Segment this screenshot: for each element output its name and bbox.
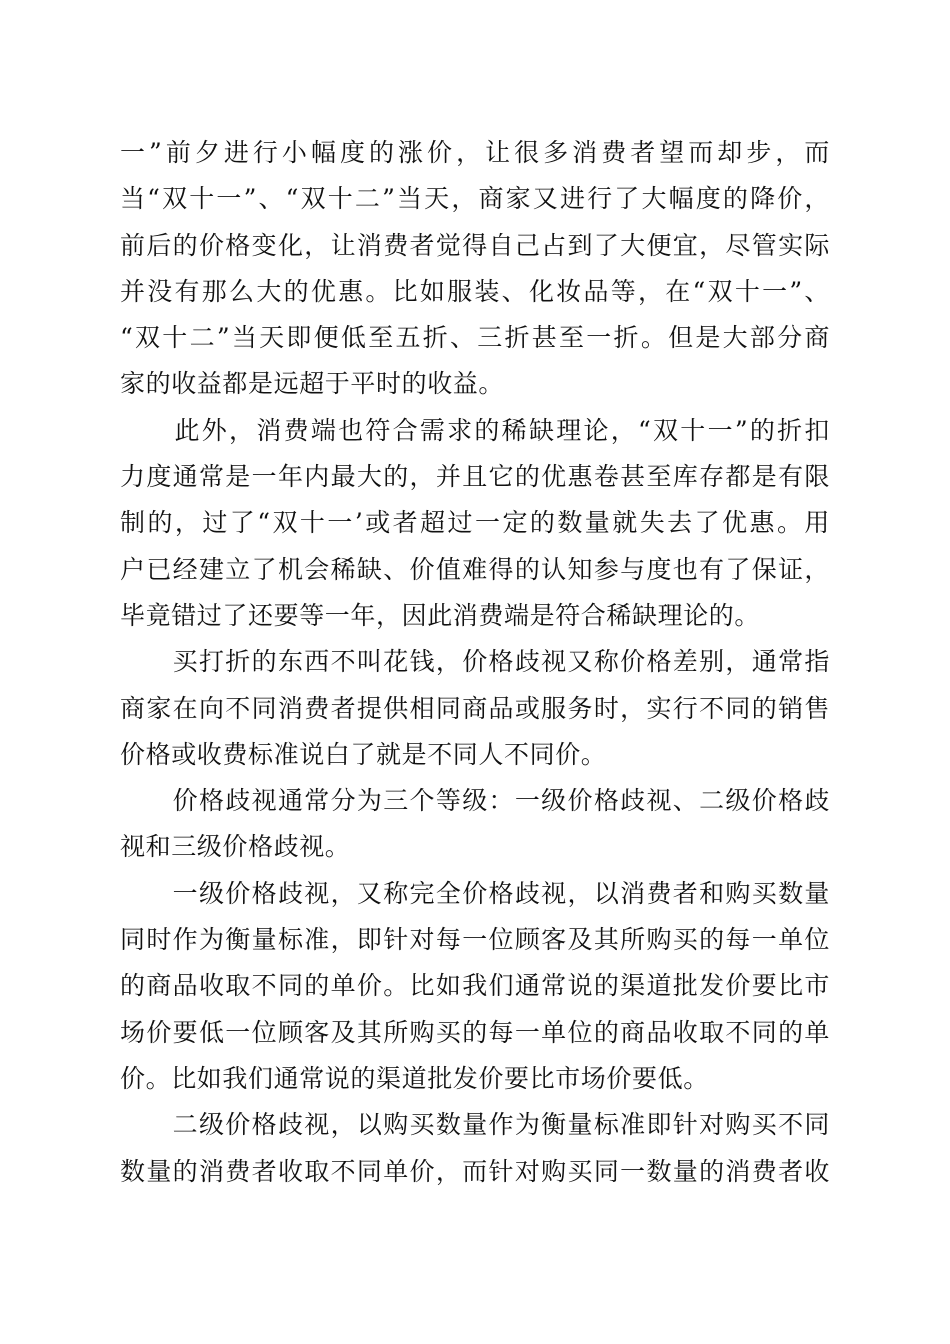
- text-line: 制的，过了“双十一’或者超过一定的数量就失去了优惠。用: [120, 508, 830, 538]
- text-line: 一级价格歧视，又称完全价格歧视，以消费者和购买数量: [120, 878, 830, 908]
- text-line: 买打折的东西不叫花钱，价格歧视又称价格差别，通常指: [120, 647, 830, 677]
- text-line: 数量的消费者收取不同单价，而针对购买同一数量的消费者收: [120, 1156, 830, 1186]
- text-line: 并没有那么大的优惠。比如服装、化妆品等，在“双十一”、: [120, 276, 830, 306]
- text-line: 前后的价格变化，让消费者觉得自己占到了大便宜，尽管实际: [120, 230, 830, 260]
- text-line: 户已经建立了机会稀缺、价值难得的认知参与度也有了保证，: [120, 554, 830, 584]
- text-line: 场价要低一位顾客及其所购买的每一单位的商品收取不同的单: [120, 1017, 830, 1047]
- text-line: 视和三级价格歧视。: [120, 832, 351, 862]
- text-line: 二级价格歧视，以购买数量作为衡量标准即针对购买不同: [120, 1110, 830, 1140]
- body-text: [120, 130, 830, 1195]
- paragraph-three-levels: [120, 778, 830, 871]
- text-line: 的商品收取不同的单价。比如我们通常说的渠道批发价要比市: [120, 971, 830, 1001]
- text-line: 价格歧视通常分为三个等级：一级价格歧视、二级价格歧: [120, 786, 830, 816]
- text-line: 力度通常是一年内最大的，并且它的优惠卷甚至库存都是有限: [120, 462, 830, 492]
- text-line: “双十二”当天即便低至五折、三折甚至一折。但是大部分商: [120, 323, 830, 353]
- text-line: 商家在向不同消费者提供相同商品或服务时，实行不同的销售: [120, 693, 830, 723]
- paragraph-scarcity-theory: [120, 408, 830, 639]
- paragraph-first-degree: [120, 871, 830, 1102]
- text-line: 同时作为衡量标准，即针对每一位顾客及其所购买的每一单位: [120, 925, 830, 955]
- paragraph-price-discrimination: [120, 639, 830, 778]
- text-line: 一”前夕进行小幅度的涨价，让很多消费者望而却步，而: [120, 138, 830, 167]
- text-line: 家的收益都是远超于平时的收益。: [120, 369, 505, 399]
- text-line: 当“双十一”、“双十二”当天，商家又进行了大幅度的降价，: [120, 184, 830, 214]
- paragraph-double-eleven-pricing: [120, 130, 830, 408]
- text-line: 此外，消费端也符合需求的稀缺理论，“双十一”的折扣: [120, 415, 830, 445]
- text-line: 价格或收费标准说白了就是不同人不同价。: [120, 739, 607, 769]
- paragraph-second-degree: [120, 1102, 830, 1195]
- text-line: 毕竟错过了还要等一年，因此消费端是符合稀缺理论的。: [120, 600, 761, 630]
- text-line: 价。比如我们通常说的渠道批发价要比市场价要低。: [120, 1063, 709, 1093]
